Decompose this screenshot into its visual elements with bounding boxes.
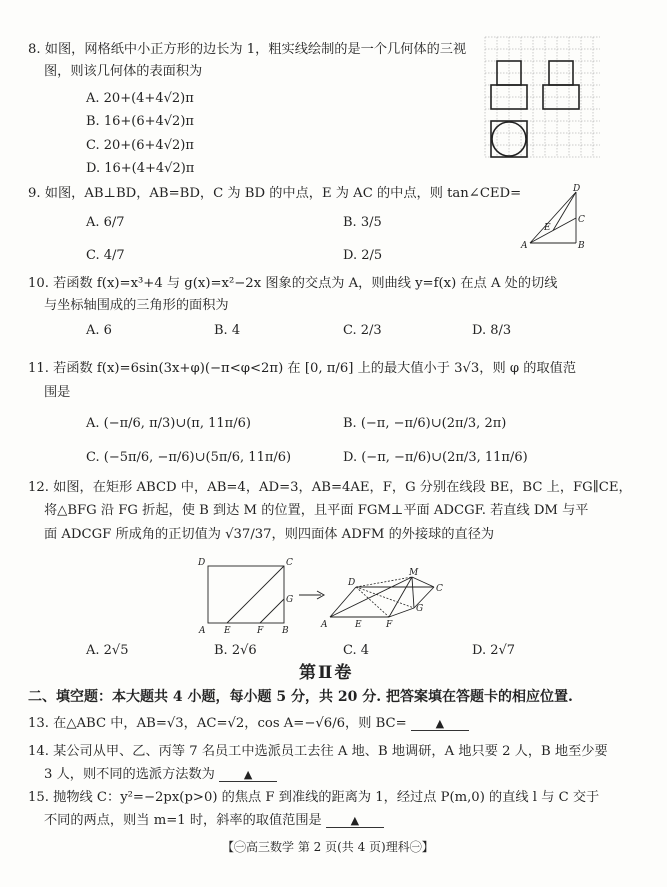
q13-line (28, 716, 469, 732)
q9-option-c: C. 4/7 (86, 248, 125, 263)
q12-option-b: B. 2√6 (214, 643, 257, 658)
q12-left-label-d: D (198, 558, 206, 568)
q9-label-c: C (578, 215, 585, 225)
q9-option-d: D. 2/5 (343, 248, 383, 263)
q8-stem-line1: 8. 如图，网格纸中小正方形的边长为 1，粗实线绘制的是一个几何体的三视 (28, 42, 467, 57)
q10-stem-line2: 与坐标轴围成的三角形的面积为 (44, 298, 229, 313)
part2-title: 第Ⅱ卷 (299, 663, 354, 683)
q12-right-label-c: C (436, 584, 443, 594)
q12-left-label-b: B (282, 626, 289, 636)
q11-option-a: A. (−π/6, π/3)∪(π, 11π/6) (86, 416, 251, 431)
q8-option-a: A. 20+(4+4√2)π (86, 91, 194, 106)
q12-option-d: D. 2√7 (472, 643, 516, 658)
q11-option-b: B. (−π, −π/6)∪(2π/3, 2π) (343, 416, 507, 431)
q12-stem-line1: 12. 如图，在矩形 ABCD 中，AB=4，AD=3，AB=4AE，F，G 分别在线段 BE，BC 上，FG∥CE， (28, 480, 632, 495)
q13-stem: 13. 在△ABC 中，AB=√3，AC=√2，cos A=−√6/6，则 BC= (28, 716, 407, 731)
q12-left-label-c: C (286, 558, 293, 568)
q12-stem-line2: 将△BFG 沿 FG 折起，使 B 到达 M 的位置，且平面 FGM⊥平面 ADCGF. 若直线 DM 与平 (44, 503, 589, 518)
q10-option-a: A. 6 (86, 323, 112, 338)
q8-three-view-figure (480, 32, 605, 167)
q12-left-label-e: E (224, 626, 231, 636)
page-footer: 【㊀高三数学 第 2 页(共 4 页)理科㊀】 (222, 840, 434, 854)
q9-figure (518, 184, 588, 252)
q14-answer-blank: ▲ (219, 768, 277, 782)
q12-right-label-e: E (355, 620, 362, 630)
q10-option-b: B. 4 (214, 323, 241, 338)
q8-side-view (543, 61, 579, 109)
q9-option-a: A. 6/7 (86, 215, 125, 230)
q12-option-a: A. 2√5 (86, 643, 129, 658)
q12-left-label-f: F (257, 626, 264, 636)
q15-stem-line2: 不同的两点，则当 m=1 时，斜率的取值范围是 (44, 813, 322, 828)
q12-left-label-g: G (286, 595, 294, 605)
q12-right-label-g: G (416, 604, 424, 614)
q9-label-e: E (544, 223, 551, 233)
q14-line2 (44, 767, 277, 783)
q12-right-label-d: D (348, 578, 356, 588)
q9-label-b: B (578, 241, 585, 251)
q12-right-label-m: M (409, 568, 419, 578)
q11-option-d: D. (−π, −π/6)∪(2π/3, 11π/6) (343, 450, 528, 465)
q14-stem-line2: 3 人，则不同的选派方法数为 (44, 767, 215, 782)
q15-answer-blank: ▲ (326, 814, 384, 828)
q10-option-c: C. 2/3 (343, 323, 382, 338)
q12-right-label-a: A (321, 620, 328, 630)
q11-stem-line2: 围是 (44, 385, 71, 400)
q12-stem-line3: 面 ADCGF 所成角的正切值为 √37/37，则四面体 ADFM 的外接球的直径为 (44, 527, 495, 542)
q12-option-c: C. 4 (343, 643, 370, 658)
q8-option-c: C. 20+(6+4√2)π (86, 138, 194, 153)
q12-left-label-a: A (199, 626, 206, 636)
q15-stem-line1: 15. 抛物线 C：y²=−2px(p>0) 的焦点 F 到准线的距离为 1，经过点 P(m,0) 的直线 l 与 C 交于 (28, 790, 600, 805)
q12-right-label-f: F (386, 620, 393, 630)
q10-stem-line1: 10. 若函数 f(x)=x³+4 与 g(x)=x²−2x 图象的交点为 A，则曲线 y=f(x) 在点 A 处的切线 (28, 276, 558, 291)
q9-stem: 9. 如图，AB⊥BD，AB=BD，C 为 BD 的中点，E 为 AC 的中点，则 tan∠CED= (28, 186, 522, 201)
q8-option-d: D. 16+(4+4√2)π (86, 161, 195, 176)
q12-left-figure (196, 557, 296, 635)
q13-answer-blank: ▲ (411, 717, 469, 731)
q9-option-b: B. 3/5 (343, 215, 382, 230)
q9-label-a: A (521, 241, 528, 251)
q9-label-d: D (573, 184, 581, 194)
q11-stem-line1: 11. 若函数 f(x)=6sin(3x+φ)(−π<φ<2π) 在 [0, π/6] 上的最大值小于 3√3，则 φ 的取值范 (28, 361, 577, 376)
q8-option-b: B. 16+(6+4√2)π (86, 114, 194, 129)
fill-in-section-heading: 二、填空题：本大题共 4 小题，每小题 5 分，共 20 分. 把答案填在答题卡的相应位置. (28, 689, 573, 705)
q15-line2 (44, 813, 384, 829)
q12-right-figure (318, 567, 446, 633)
q8-stem-line2: 图，则该几何体的表面积为 (44, 64, 203, 79)
q14-stem-line1: 14. 某公司从甲、乙、丙等 7 名员工中选派员工去往 A 地、B 地调研，A 地只要 2 人，B 地至少要 (28, 744, 608, 759)
q11-option-c: C. (−5π/6, −π/6)∪(5π/6, 11π/6) (86, 450, 292, 465)
q10-option-d: D. 8/3 (472, 323, 512, 338)
